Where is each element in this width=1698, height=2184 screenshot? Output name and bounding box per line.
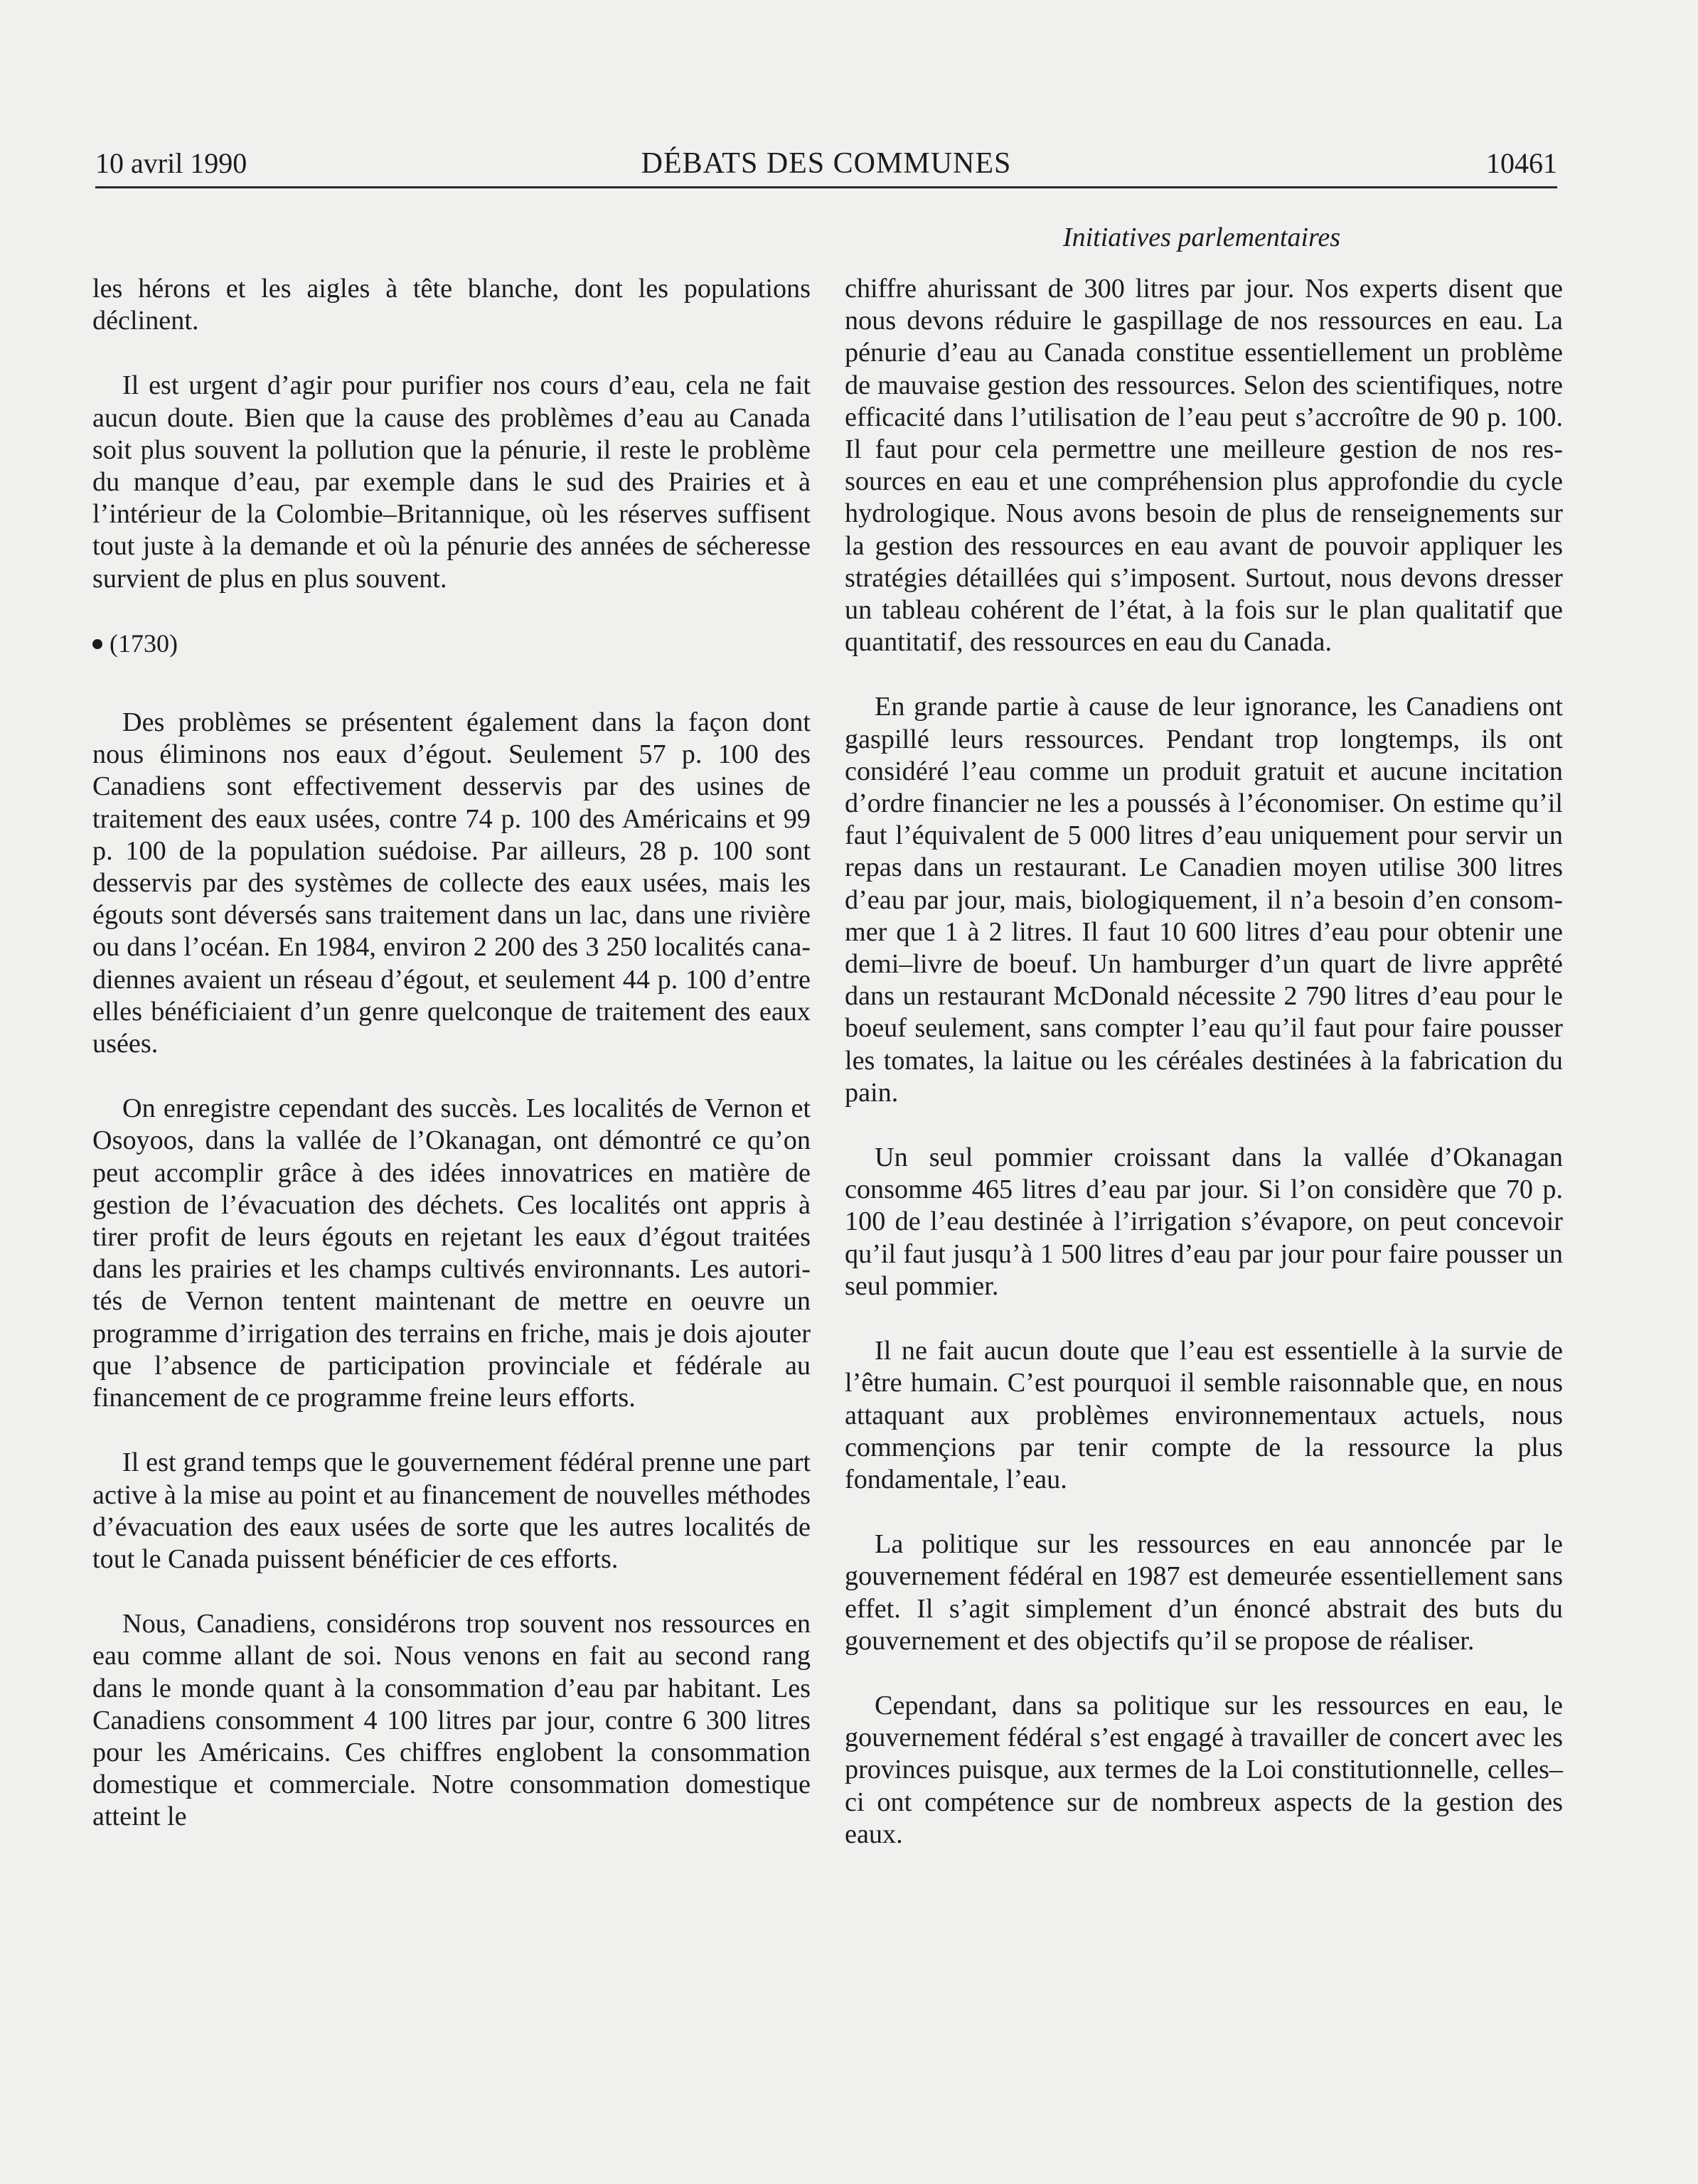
left-paragraph-3: Des problèmes se présentent également dans la façon dont nous éliminons nos eaux d’égout. Seulement 57 p. 100 des Canadiens sont effectivement desservis par des usines de traitement des eaux usées, contre 74 p. 100 des Américains et 99 p. 100 de la population suédoise. Par ailleurs, 28 p. 100 sont desservis par des systèmes de collecte des eaux usées, mais les égouts sont déversés sans traitement dans un lac, dans une rivière ou dans l’océan. En 1984, environ 2 200 des 3 250 localités canadiennes avaient un réseau d’égout, et seulement 44 p. 100 d’entre elles bénéficiaient d’un genre quelconque de traitement des eaux usées. — [92, 707, 811, 1059]
right-paragraph-6: Cependant, dans sa politique sur les ressources en eau, le gouvernement fédéral s’est engagé à travailler de concert avec les provinces puisque, aux termes de la Loi constitutionnelle, celles–ci ont compétence sur de nombreux aspects de la gestion des eaux. — [845, 1690, 1563, 1849]
page-header — [95, 142, 1557, 185]
bullet-icon — [92, 639, 102, 649]
header-title: DÉBATS DES COMMUNES — [641, 147, 1012, 180]
right-paragraph-1: chiffre ahurissant de 300 litres par jour. Nos experts disent que nous devons réduire le gaspillage de nos ressources en eau. La pénurie d’eau au Canada constitue essentiellement un problème de mauvaise gestion des ressources. Selon des scientifiques, notre efficacité dans l’utilisation de l’eau peut s’accroître de 90 p. 100. Il faut pour cela permettre une meilleure gestion de nos ressources en eau et une compréhension plus approfondie du cycle hydrologique. Nous avons besoin de plus de renseignements sur la gestion des ressources en eau avant de pouvoir appliquer les stratégies détaillées qui s’imposent. Surtout, nous devons dresser un tableau cohérent de l’état, à la fois sur le plan qualitatif que quantitatif, des ressources en eau du Canada. — [845, 274, 1563, 658]
header-rule — [95, 186, 1557, 188]
left-paragraph-1: les hérons et les aigles à tête blanche, dont les populations déclinent. — [92, 274, 811, 336]
header-date: 10 avril 1990 — [95, 147, 247, 179]
time-marker — [92, 628, 811, 660]
left-paragraph-4: On enregistre cependant des succès. Les localités de Vernon et Osoyoos, dans la vallée de l’Okanagan, ont démontré ce qu’on peut accomplir grâce à des idées innovatrices en matière de gestion de l’évacuation des déchets. Ces localités ont appris à tirer profit de leurs égouts en rejetant les eaux d’égout traitées dans les prairies et les champs cultivés environnants. Les autorités de Vernon tentent maintenant de mettre en oeuvre un programme d’irrigation des terrains en friche, mais je dois ajouter que l’absence de participation provinciale et fédérale au financement de ce programme freine leurs efforts. — [92, 1093, 811, 1413]
right-paragraph-4: Il ne fait aucun doute que l’eau est essentielle à la survie de l’être humain. C’est pourquoi il semble raisonnable que, en nous attaquant aux problèmes environnementaux actuels, nous commençions par tenir compte de la ressource la plus fondamentale, l’eau. — [845, 1336, 1563, 1494]
right-paragraph-5: La politique sur les ressources en eau annoncée par le gouvernement fédéral en 1987 est demeurée essentiellement sans effet. Il s’agit simplement d’un énoncé abstrait des buts du gouvernement et des objectifs qu’il se propose de réaliser. — [845, 1529, 1563, 1656]
left-paragraph-6: Nous, Canadiens, considérons trop souvent nos ressources en eau comme allant de soi. Nous venons en fait au second rang dans le monde quant à la consommation d’eau par habitant. Les Canadiens consomment 4 100 litres par jour, contre 6 300 litres pour les Américains. Ces chiffres englobent la consommation domestique et commerciale. Notre consommation domestique atteint le — [92, 1609, 811, 1832]
left-paragraph-2: Il est urgent d’agir pour purifier nos cours d’eau, cela ne fait aucun doute. Bien que la cause des problèmes d’eau au Canada soit plus souvent la pollution que la pénurie, il reste le problème du manque d’eau, par exemple dans le sud des Prairies et à l’intérieur de la Colombie–Britannique, où les réserves suffisent tout juste à la demande et où la pénurie des années de sécheresse survient de plus en plus souvent. — [92, 370, 811, 594]
header-page-number: 10461 — [1486, 147, 1557, 179]
left-column — [92, 273, 811, 1866]
time-marker-text: (1730) — [110, 628, 178, 658]
section-label: Initiatives parlementaires — [1062, 223, 1341, 252]
right-paragraph-3: Un seul pommier croissant dans la vallée d’Okanagan consomme 465 litres d’eau par jour. Si l’on considère que 70 p. 100 de l’eau destinée à l’irrigation s’évapore, on peut concevoir qu’il faut jusqu’à 1 500 litres d’eau par jour pour faire pousser un seul pommier. — [845, 1142, 1563, 1301]
right-paragraph-2: En grande partie à cause de leur ignorance, les Canadiens ont gaspillé leurs ressources. Pendant trop longtemps, ils ont considéré l’eau comme un produit gratuit et aucune incitation d’ordre financier ne les a poussés à l’économiser. On estime qu’il faut l’équivalent de 5 000 litres d’eau uniquement pour servir un repas dans un restaurant. Le Canadien moyen utilise 300 litres d’eau par jour, mais, biologiquement, il n’a besoin d’en consommer que 1 à 2 litres. Il faut 10 600 litres d’eau pour obtenir une demi–livre de boeuf. Un hamburger d’un quart de livre apprêté dans un restaurant McDonald nécessite 2 790 litres d’eau pour le boeuf seulement, sans compter l’eau qu’il faut pour faire pousser les tomates, la laitue ou les céréales destinées à la fabrication du pain. — [845, 692, 1563, 1108]
right-column — [845, 273, 1563, 1883]
left-paragraph-5: Il est grand temps que le gouvernement fédéral prenne une part active à la mise au point et au financement de nouvelles méthodes d’évacuation des eaux usées de sorte que les autres localités de tout le Canada puissent bénéficier de ces efforts. — [92, 1447, 811, 1574]
